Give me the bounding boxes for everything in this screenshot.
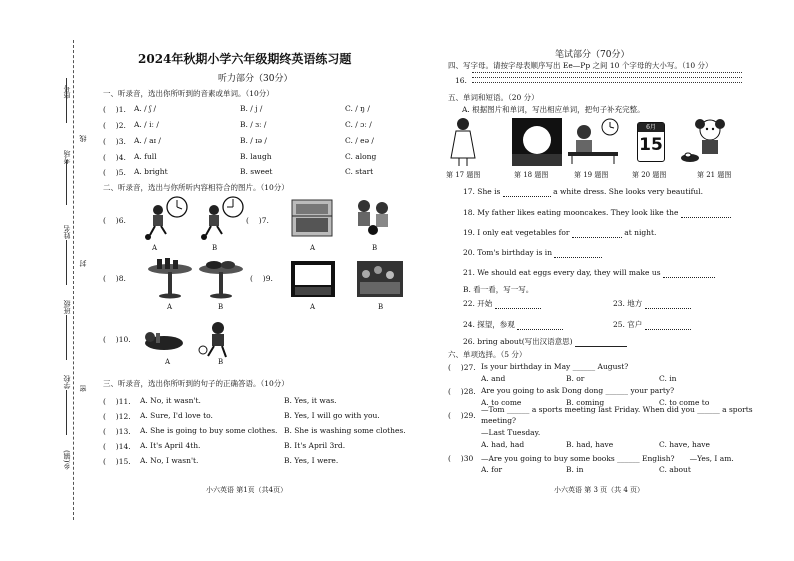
part1-heading: 一、听录音，选出你所听到的音素或单词。（10分） bbox=[103, 89, 274, 98]
q28-c: C. to come to bbox=[659, 398, 710, 407]
q21-text: 21. We should eat eggs every day, they will make us bbox=[463, 268, 715, 278]
q20-calendar-image bbox=[637, 122, 665, 162]
q29-answer: —Last Tuesday. bbox=[481, 428, 541, 437]
right-page-footer: 小六英语 第 3 页（共 4 页） bbox=[554, 486, 645, 494]
q30-b: B. in bbox=[566, 465, 584, 474]
q12-a: A. Sure, I'd love to. bbox=[140, 411, 213, 420]
q29-num[interactable]: ( )29. bbox=[448, 411, 476, 420]
q5-num[interactable]: ( )5. bbox=[103, 168, 126, 177]
seal-mark-seal: 封 bbox=[79, 260, 87, 267]
q24: 24. 探望，参观 bbox=[463, 319, 563, 330]
exam-title: 2024年秋期小学六年级期终英语练习题 bbox=[138, 52, 352, 66]
q6-label-b: B bbox=[212, 244, 218, 252]
q29-a: A. had, had bbox=[481, 440, 525, 449]
q4-num[interactable]: ( )4. bbox=[103, 153, 126, 162]
part4-heading: 四、写字母。请按字母表顺序写出 Ee—Pp 之间 10 个字母的大小写。（10 分） bbox=[448, 61, 713, 70]
q25-blank[interactable] bbox=[645, 320, 691, 330]
q29-b: B. had, have bbox=[566, 440, 614, 449]
q24-blank[interactable] bbox=[517, 320, 563, 330]
q2-b: B. / ɜː / bbox=[240, 120, 267, 129]
q29-question: —Tom ______ a sports meeting last Friday. When did you ______ a sports meeting? bbox=[481, 405, 753, 425]
q5-b: B. sweet bbox=[240, 167, 273, 176]
q30-c: C. about bbox=[659, 465, 691, 474]
q1-c: C. / ŋ / bbox=[345, 104, 370, 113]
q14-b: B. It's April 3rd. bbox=[284, 441, 346, 450]
q4-b: B. laugh bbox=[240, 152, 272, 161]
school-label: 学校 bbox=[63, 375, 71, 389]
listening-section-title: 听力部分（30分） bbox=[218, 74, 293, 84]
q6-label-a: A bbox=[152, 244, 158, 252]
q21-blank[interactable] bbox=[663, 268, 715, 278]
q7-num[interactable]: ( )7. bbox=[246, 216, 269, 225]
q12-b: B. Yes, I will go with you. bbox=[284, 411, 380, 420]
q30-num[interactable]: ( )30 bbox=[448, 454, 474, 463]
seal-mark-secret: 密 bbox=[79, 385, 87, 392]
q9-label-a: A bbox=[310, 303, 316, 311]
q17-text: 17. She is a white dress. She looks very beautiful. bbox=[463, 187, 703, 196]
q27-a: A. and bbox=[481, 374, 506, 383]
q8-label-b: B bbox=[218, 303, 224, 311]
q15-a: A. No, I wasn't. bbox=[140, 456, 199, 465]
part5-sub-b: B. 看一看，写一写。 bbox=[463, 285, 534, 294]
q10-label-a: A bbox=[165, 358, 171, 366]
q22: 22. 开始 bbox=[463, 298, 541, 309]
q3-c: C. / eə / bbox=[345, 136, 374, 145]
q26-blank[interactable] bbox=[575, 337, 627, 347]
q7-label-b: B bbox=[372, 244, 378, 252]
q10-num[interactable]: ( )10. bbox=[103, 335, 131, 344]
q2-num[interactable]: ( )2. bbox=[103, 121, 126, 130]
q21-girl-eggs-image bbox=[680, 116, 730, 166]
class-label: 班级 bbox=[63, 300, 71, 314]
q27-num[interactable]: ( )27. bbox=[448, 363, 476, 372]
q12-num[interactable]: ( )12. bbox=[103, 412, 131, 421]
q10-label-b: B bbox=[218, 358, 224, 366]
q8-pic-b-table-food-image bbox=[196, 257, 246, 299]
q18-moon-image bbox=[512, 118, 562, 166]
q3-num[interactable]: ( )3. bbox=[103, 137, 126, 146]
exam-room-label: 考场 bbox=[63, 150, 71, 164]
q6-pic-b-boy-clock-image bbox=[196, 195, 246, 240]
q7-pic-a-building-image bbox=[290, 196, 335, 238]
q9-label-b: B bbox=[378, 303, 384, 311]
part5-sub-a: A. 根据图片和单词，写出相应单词，把句子补充完整。 bbox=[462, 105, 645, 114]
q13-a: A. She is going to buy some clothes. bbox=[140, 426, 278, 435]
q18-text: 18. My father likes eating mooncakes. They look like the bbox=[463, 208, 731, 218]
q9-num[interactable]: ( )9. bbox=[250, 274, 273, 283]
binding-line bbox=[73, 40, 74, 520]
part3-heading: 三、听录音，选出你所听到的句子的正确答语。（10分） bbox=[103, 379, 289, 388]
calendar-month: 6月 bbox=[638, 123, 664, 132]
q28-b: B. coming bbox=[566, 398, 605, 407]
q27-question: Is your birthday in May ______ August? bbox=[481, 362, 629, 371]
q1-b: B. / j / bbox=[240, 104, 263, 113]
name-label: 姓名 bbox=[63, 225, 71, 239]
q23: 23. 地方 bbox=[613, 298, 691, 309]
q13-b: B. She is washing some clothes. bbox=[284, 426, 406, 435]
q14-a: A. It's April 4th. bbox=[140, 441, 201, 450]
pic-label-17: 第 17 题图 bbox=[446, 171, 481, 179]
q8-label-a: A bbox=[167, 303, 173, 311]
q1-num[interactable]: ( )1. bbox=[103, 105, 126, 114]
q19-dinner-clock-image bbox=[566, 118, 622, 166]
pic-label-18: 第 18 题图 bbox=[514, 171, 549, 179]
q6-pic-a-boy-clock-image bbox=[140, 195, 190, 240]
pic-label-19: 第 19 题图 bbox=[574, 171, 609, 179]
q27-c: C. in bbox=[659, 374, 677, 383]
q22-blank[interactable] bbox=[495, 299, 541, 309]
seal-mark-line: 线 bbox=[79, 135, 87, 142]
left-page-footer: 小六英语 第1页（共4页） bbox=[206, 486, 288, 494]
q4-a: A. full bbox=[134, 152, 157, 161]
town-label: 乡(镇) bbox=[63, 450, 71, 470]
q23-blank[interactable] bbox=[645, 299, 691, 309]
q29-c: C. have, have bbox=[659, 440, 710, 449]
q25: 25. 官户 bbox=[613, 319, 691, 330]
q28-num[interactable]: ( )28. bbox=[448, 387, 476, 396]
q16-line-mid[interactable] bbox=[472, 77, 742, 78]
q27-b: B. or bbox=[566, 374, 585, 383]
q9-pic-b-crowd-image bbox=[356, 260, 404, 298]
q14-num[interactable]: ( )14. bbox=[103, 442, 131, 451]
q8-pic-a-table-bottles-image bbox=[145, 257, 195, 299]
q10-pic-a-kid-lying-image bbox=[142, 323, 186, 353]
q26: 26. bring about(写出汉语意思) bbox=[463, 336, 627, 347]
part2-heading: 二、听录音，选出与你所听内容相符合的图片。（10分） bbox=[103, 183, 289, 192]
q17-blank[interactable] bbox=[503, 187, 551, 197]
q18-blank[interactable] bbox=[681, 208, 731, 218]
q4-c: C. along bbox=[345, 152, 377, 161]
q16-num: 16. bbox=[455, 76, 467, 85]
q1-a: A. / ʃ / bbox=[134, 104, 157, 113]
q7-pic-b-kids-image bbox=[350, 196, 395, 238]
q2-a: A. / iː / bbox=[134, 120, 159, 129]
q19-blank[interactable] bbox=[572, 228, 622, 238]
q3-b: B. / ɪə / bbox=[240, 136, 267, 145]
q2-c: C. / ɔː / bbox=[345, 120, 372, 129]
q20-blank[interactable] bbox=[554, 248, 602, 258]
q10-pic-b-soccer-boy-image bbox=[196, 320, 236, 360]
q9-pic-a-screen-image bbox=[290, 260, 336, 298]
q3-a: A. / aɪ / bbox=[134, 136, 161, 145]
q20-text: 20. Tom's birthday is in bbox=[463, 248, 602, 258]
q5-a: A. bright bbox=[134, 167, 168, 176]
q13-num[interactable]: ( )13. bbox=[103, 427, 131, 436]
q11-b: B. Yes, it was. bbox=[284, 396, 337, 405]
q15-num[interactable]: ( )15. bbox=[103, 457, 131, 466]
q11-a: A. No, it wasn't. bbox=[140, 396, 201, 405]
part6-heading: 六、单项选择。（5 分） bbox=[448, 350, 527, 359]
pic-label-20: 第 20 题图 bbox=[632, 171, 667, 179]
writing-section-title: 笔试部分（70分） bbox=[555, 50, 630, 60]
q16-line-bottom[interactable] bbox=[472, 82, 742, 83]
q19-text: 19. I only eat vegetables for at night. bbox=[463, 228, 657, 237]
q28-question: Are you going to ask Dong dong ______ your party? bbox=[481, 386, 675, 395]
q17-girl-dress-image bbox=[448, 116, 478, 168]
pic-label-21: 第 21 题图 bbox=[697, 171, 732, 179]
part5-heading: 五、单词和短语。（20 分） bbox=[448, 93, 539, 102]
q5-c: C. start bbox=[345, 167, 374, 176]
q6-num[interactable]: ( )6. bbox=[103, 216, 126, 225]
q15-b: B. Yes, I were. bbox=[284, 456, 339, 465]
seat-label: 座号 bbox=[63, 85, 71, 99]
q16-line-top[interactable] bbox=[472, 72, 742, 73]
q30-question: —Are you going to buy some books ______ English? —Yes, I am. bbox=[481, 454, 734, 463]
q28-a: A. to come bbox=[481, 398, 522, 407]
q30-a: A. for bbox=[481, 465, 503, 474]
q11-num[interactable]: ( )11. bbox=[103, 397, 131, 406]
calendar-day: 15 bbox=[639, 135, 663, 155]
q7-label-a: A bbox=[310, 244, 316, 252]
q8-num[interactable]: ( )8. bbox=[103, 274, 126, 283]
